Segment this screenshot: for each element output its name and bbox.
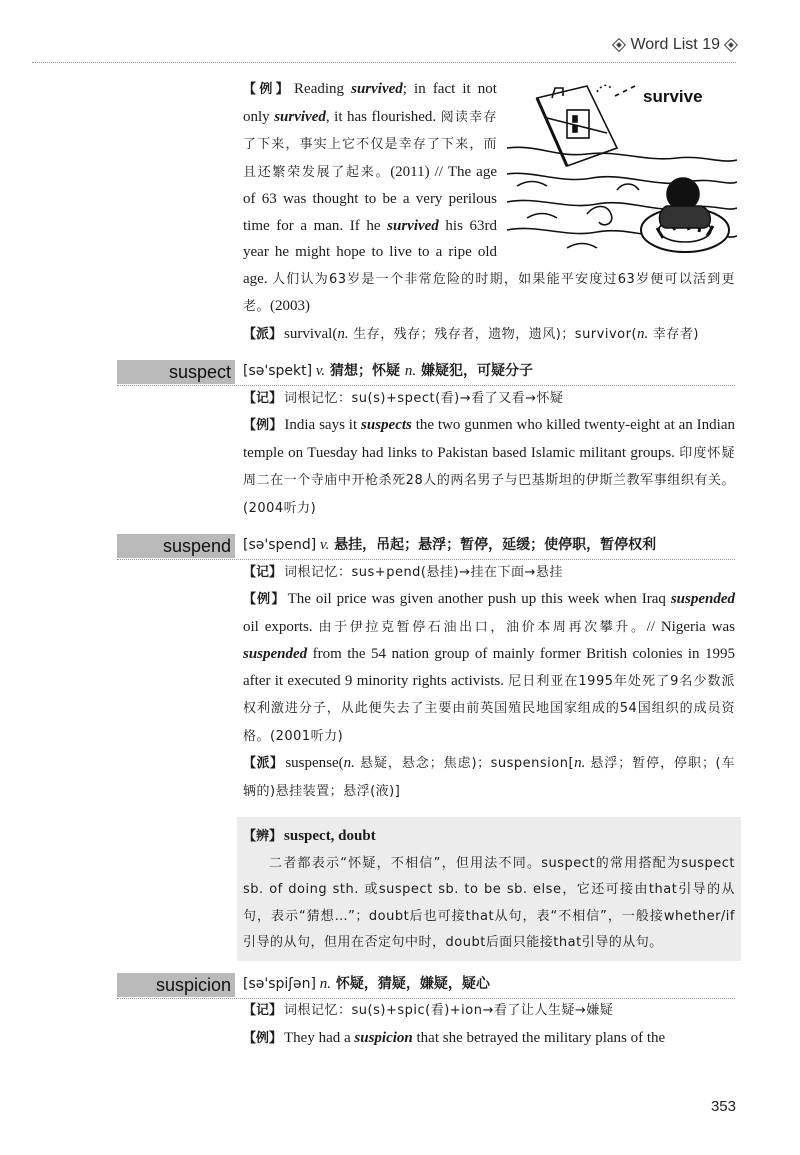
keyword: suspended <box>243 646 308 662</box>
sinking-ship-illustration <box>507 78 737 256</box>
phonetic: [sə'spiʃən] <box>243 975 316 992</box>
translation: 由于伊拉克暂停石油出口，油价本周再次攀升。 <box>318 619 647 635</box>
header-rule <box>32 62 736 63</box>
headword-suspicion: suspicion <box>117 973 235 997</box>
memory-note: 【记】 词根记忆：su(s)+spect(看)→看了又看→怀疑 <box>243 390 564 406</box>
translation: 印度怀疑周二在一个寺庙中开枪杀死28人的两名男子与巴基斯坦的伊斯兰教军事组织有关。(2004听力) <box>243 445 735 516</box>
phonetic: [sə'spend] <box>243 537 317 553</box>
derivative-tag: 【派】 <box>243 326 283 342</box>
keyword: suspects <box>361 417 412 433</box>
memory-note: 【记】 词根记忆：su(s)+spic(看)+ion→看了让人生疑→嫌疑 <box>243 1003 614 1018</box>
derivatives: 【派】 suspense(n. 悬疑，悬念；焦虑)；suspension[n. 悬浮；暂停，停职；(车辆的)悬挂装置；悬浮(液)] <box>243 755 735 799</box>
running-header <box>614 36 736 54</box>
translation: 尼日利亚在1995年处死了9名少数派权利激进分子，从此便失去了主要由前英国殖民地国家组成的54国组织的成员资格。(2001听力) <box>243 673 735 744</box>
definition: 嫌疑犯，可疑分子 <box>416 363 533 379</box>
example: 【例】 The oil price was given another push up this week when Iraq suspended oil exports. 由于伊拉克暂停石油出口，油价本周再次攀升。// Nigeria was suspended from the 54 nation group of mainly former British colonies in 1995 after it executed 9 minority rights activists. 尼日利亚在1995年处死了9名少数派权利激进分子，从此便失去了主要由前英国殖民地国家组成的54国组织的成员资格。(2001听力) <box>243 591 735 744</box>
page-content <box>155 76 735 1052</box>
example: 【例】 They had a suspicion that she betrayed the military plans of the <box>243 1029 666 1046</box>
headword-suspend: suspend <box>117 534 235 558</box>
entry-suspicion <box>155 971 735 1053</box>
keyword: suspended <box>670 591 735 607</box>
example-tag: 【例】 <box>243 82 293 97</box>
example: 【例】 India says it suspects the two gunmen who killed twenty-eight at an Indian temple on Tuesday had links to Pakistan based Islamic militant groups. 印度怀疑周二在一个寺庙中开枪杀死28人的两名男子与巴基斯坦的伊斯兰教军事组织有关。(2004听力) <box>243 417 735 516</box>
keyword: survived <box>351 81 403 97</box>
diamond-icon <box>612 38 626 52</box>
translation: 人们认为63岁是一个非常危险的时期，如果能平安度过63岁便可以活到更老。 <box>243 271 735 314</box>
phonetic: [sə'spekt] <box>243 363 313 379</box>
keyword: suspicion <box>354 1029 413 1046</box>
headword-rule <box>117 559 735 560</box>
memory-note: 【记】 词根记忆：sus+pend(悬挂)→挂在下面→悬挂 <box>243 564 563 580</box>
headword-rule <box>117 385 735 386</box>
headword-rule <box>117 998 735 999</box>
definition-line: [sə'spend] v. 悬挂，吊起；悬浮；暂停，延缓；使停职，暂停权利 <box>243 537 657 553</box>
keyword: survived <box>274 108 326 125</box>
translation: 阅读幸存了下来，事实上它不仅是幸存了下来，而且还繁荣发展了起来。 <box>243 109 497 180</box>
entry-suspect <box>168 358 735 522</box>
headword-suspect: suspect <box>117 360 235 384</box>
illustration-label: survive <box>643 87 703 106</box>
definition: 悬挂，吊起；悬浮；暂停，延缓；使停职，暂停权利 <box>329 537 657 553</box>
survive-derivatives: 【派】 survival(n. 生存，残存；残存者，遗物，遗风)；survivor(n. 幸存者) <box>243 325 699 342</box>
definition-line: [sə'spiʃən] n. 怀疑，猜疑，嫌疑，疑心 <box>243 975 490 992</box>
keyword: survived <box>387 217 439 234</box>
comparison-title: 【辨】 suspect, doubt <box>243 828 376 844</box>
survive-entry <box>243 76 735 348</box>
survive-example: 【例】 Reading survived; in fact it not only survived, it has flourished. 阅读幸存了下来，事实上它不仅是幸存了下来，而且还繁荣发展了起来。(2011) // The age of 63 was thought to be a very perilous time for a man. If he survived his 63rd year he might hope to live to a ripe old age. 人们认为63岁是一个非常危险的时期，如果能平安度过63岁便可以活到更老。(2003) <box>243 81 735 314</box>
entry-suspend <box>162 532 735 805</box>
definition: 猜想；怀疑 <box>325 363 405 379</box>
page-number: 353 <box>710 1098 736 1115</box>
comparison-body: 二者都表示“怀疑，不相信”，但用法不同。suspect的常用搭配为suspect sb. of doing sth. 或suspect sb. to be sb. else，它还可接由that引导的从句，表示“猜想…”；doubt后也可接that从句，表“不相信”，一般接whether/if引导的从句，但用在否定句中时，doubt后面只能接that引导的从句。 <box>243 855 735 950</box>
definition: 怀疑，猜疑，嫌疑，疑心 <box>330 975 490 992</box>
definition-line: [sə'spekt] v. 猜想；怀疑 n. 嫌疑犯，可疑分子 <box>243 363 533 379</box>
usage-comparison-box <box>237 817 741 961</box>
header-title: Word List 19 <box>630 36 720 53</box>
diamond-icon <box>724 38 738 52</box>
